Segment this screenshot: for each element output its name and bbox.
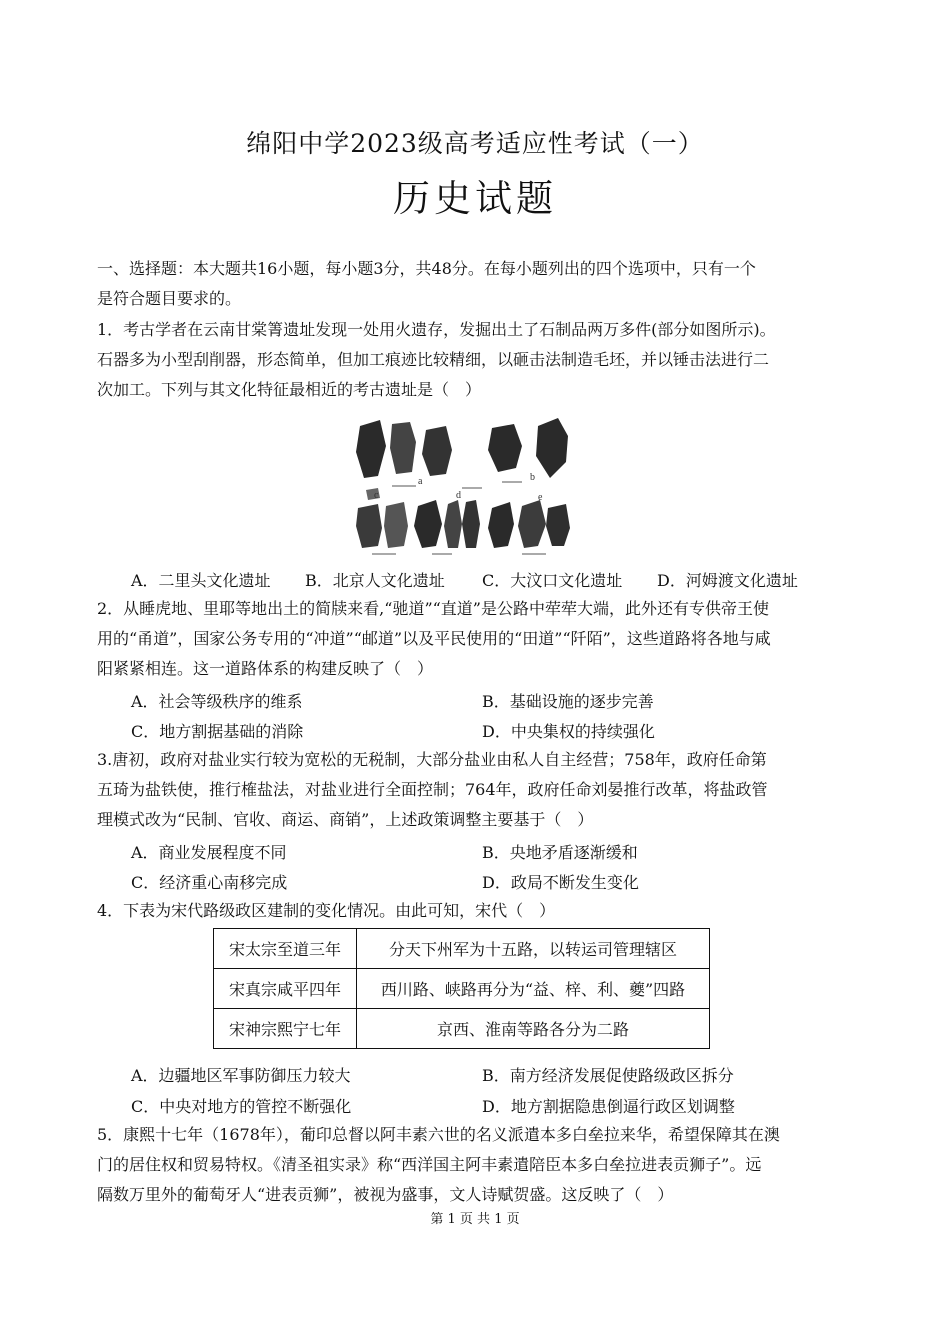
table-row — [214, 1009, 710, 1049]
table-cell-period: 宋神宗熙宁七年 — [214, 1009, 357, 1049]
figure-label-c: c — [374, 490, 379, 501]
q1-line-2: 石器多为小型刮削器，形态简单，但加工痕迹比较精细，以砸击法制造毛坯，并以锤击法进行二 — [97, 350, 770, 369]
q1-option-d[interactable]: D．河姆渡文化遗址 — [657, 571, 798, 590]
figure-label-b: b — [530, 472, 535, 483]
exam-title: 绵阳中学2023级高考适应性考试（一） — [246, 129, 704, 158]
q2-line-3: 阳紧紧相连。这一道路体系的构建反映了（ ） — [97, 659, 434, 678]
q2-option-d[interactable]: D．中央集权的持续强化 — [482, 722, 655, 741]
q5-line-3: 隔数万里外的葡萄牙人“进表贡狮”，被视为盛事，文人诗赋贺盛。这反映了（ ） — [97, 1185, 674, 1204]
q3-line-1: 3.唐初，政府对盐业实行较为宽松的无税制，大部分盐业由私人自主经营；758年，政府任命第 — [97, 750, 767, 769]
q2-line-2: 用的“甬道”，国家公务专用的“冲道”“邮道”以及平民使用的“田道”“阡陌”，这些道路将各地与咸 — [97, 629, 771, 648]
q1-line-3: 次加工。下列与其文化特征最相近的考古遗址是（ ） — [97, 380, 482, 399]
q4-option-a[interactable]: A．边疆地区军事防御压力较大 — [131, 1066, 351, 1085]
figure-label-e: e — [538, 492, 543, 503]
q3-option-b[interactable]: B．央地矛盾逐渐缓和 — [482, 843, 638, 862]
q5-line-1: 5．康熙十七年（1678年），葡印总督以阿丰素六世的名义派遣本多白垒拉来华，希望保障其在澳 — [97, 1125, 780, 1144]
figure-label-a: a — [418, 476, 423, 487]
q4-option-b[interactable]: B．南方经济发展促使路级政区拆分 — [482, 1066, 734, 1085]
q5-line-2: 门的居住权和贸易特权。《清圣祖实录》称“西洋国主阿丰素遣陪臣本多白垒拉进表贡狮子”。远 — [97, 1155, 762, 1174]
stone-tool-13 — [546, 504, 570, 546]
instructions-line-1: 一、选择题：本大题共16小题，每小题3分，共48分。在每小题列出的四个选项中，只有一个 — [97, 259, 756, 278]
q4-line-1: 4．下表为宋代路级政区建制的变化情况。由此可知，宋代（ ） — [97, 901, 556, 920]
stone-tool-10 — [462, 500, 480, 548]
q3-line-3: 理模式改为“民制、官收、商运、商销”，上述政策调整主要基于（ ） — [97, 810, 594, 829]
table-row — [214, 969, 710, 1009]
stone-tools-figure — [352, 416, 582, 558]
stone-tool-9 — [444, 500, 462, 548]
page-footer: 第 1 页 共 1 页 — [430, 1212, 520, 1227]
q2-option-c[interactable]: C．地方割据基础的消除 — [131, 722, 304, 741]
table-row — [214, 929, 710, 969]
table-cell-change: 分天下州军为十五路，以转运司管理辖区 — [357, 929, 710, 969]
q4-option-c[interactable]: C．中央对地方的管控不断强化 — [131, 1097, 352, 1116]
q3-option-c[interactable]: C．经济重心南移完成 — [131, 873, 288, 892]
stone-tool-11 — [488, 502, 514, 548]
stone-tool-6 — [356, 504, 382, 548]
exam-subtitle: 历史试题 — [393, 177, 557, 220]
q1-line-1: 1．考古学者在云南甘棠箐遗址发现一处用火遗存，发掘出土了石制品两万多件(部分如图所示)。 — [97, 320, 776, 339]
table-cell-period: 宋太宗至道三年 — [214, 929, 357, 969]
stone-tool-2 — [390, 422, 416, 474]
instructions-line-2: 是符合题目要求的。 — [97, 289, 242, 308]
q3-option-d[interactable]: D．政局不断发生变化 — [482, 873, 639, 892]
stone-tool-1 — [356, 420, 386, 478]
q4-option-d[interactable]: D．地方割据隐患倒逼行政区划调整 — [482, 1097, 735, 1116]
stone-tool-5 — [536, 418, 568, 478]
q3-option-a[interactable]: A．商业发展程度不同 — [131, 843, 287, 862]
stone-tool-8 — [414, 500, 442, 548]
q2-option-b[interactable]: B．基础设施的逐步完善 — [482, 692, 654, 711]
stone-tool-3 — [422, 426, 452, 476]
stone-tool-7 — [384, 502, 408, 548]
q1-option-c[interactable]: C．大汶口文化遗址 — [482, 571, 623, 590]
figure-label-d: d — [456, 490, 461, 501]
table-cell-change: 京西、淮南等路各分为二路 — [357, 1009, 710, 1049]
stone-tool-12 — [518, 500, 546, 548]
table-cell-period: 宋真宗咸平四年 — [214, 969, 357, 1009]
q2-line-1: 2．从睡虎地、里耶等地出土的简牍来看,“驰道”“直道”是公路中荦荦大端，此外还有专供帝王使 — [97, 599, 769, 618]
q1-option-b[interactable]: B．北京人文化遗址 — [305, 571, 445, 590]
song-admin-table — [213, 928, 710, 1049]
q2-option-a[interactable]: A．社会等级秩序的维系 — [131, 692, 303, 711]
q1-option-a[interactable]: A．二里头文化遗址 — [131, 571, 271, 590]
table-cell-change: 西川路、峡路再分为“益、梓、利、夔”四路 — [357, 969, 710, 1009]
stone-tool-4 — [488, 424, 522, 472]
q3-line-2: 五琦为盐铁使，推行榷盐法，对盐业进行全面控制；764年，政府任命刘晏推行改革，将盐政管 — [97, 780, 768, 799]
